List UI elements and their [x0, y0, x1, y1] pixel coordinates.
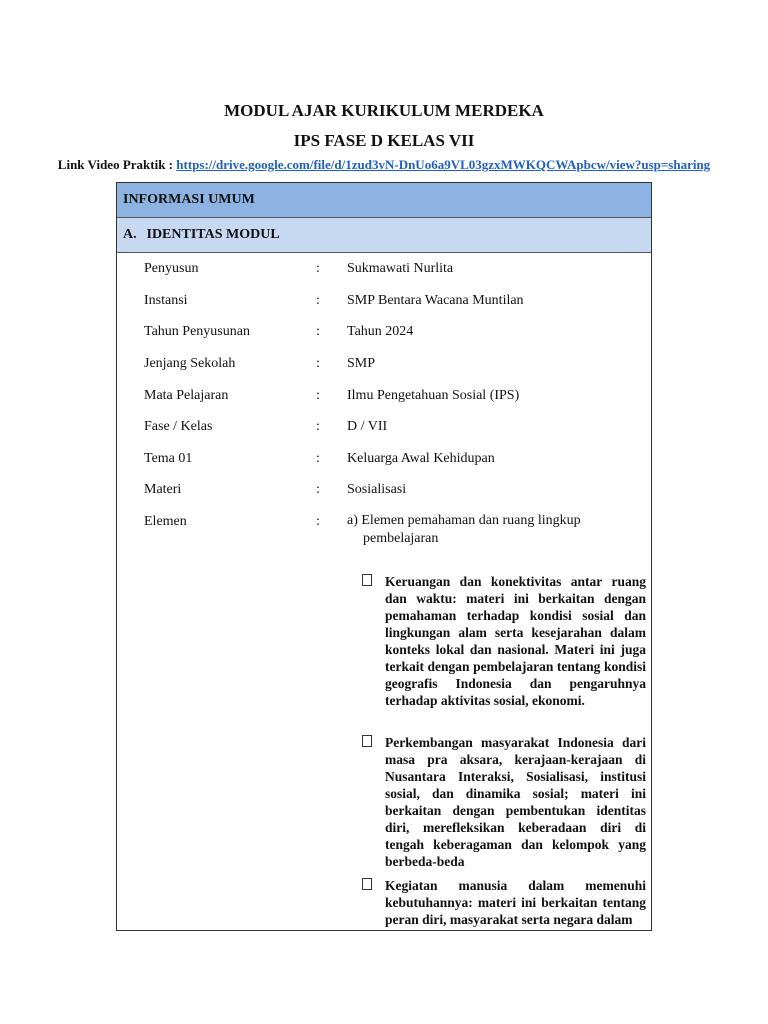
document-title: MODUL AJAR KURIKULUM MERDEKA — [224, 101, 544, 120]
bullet-text: Perkembangan masyarakat Indonesia dari masa pra aksara, kerajaan-kerajaan di Nusantara Interaksi, Sosialisasi, institusi sosial, dan dinamika sosial; materi ini berkaitan dengan pembentukan identitas diri, merefleksikan keberadaan diri di tengah keberagaman dan kelompok yang berbeda-beda — [385, 735, 646, 869]
row-value: Sukmawati Nurlita — [347, 261, 454, 276]
identity-row-penyusun — [117, 261, 651, 281]
row-label: Instansi — [144, 293, 188, 308]
row-colon: : — [316, 293, 320, 308]
section-heading: INFORMASI UMUM — [117, 183, 651, 218]
elemen-bullet — [362, 734, 646, 870]
row-value: D / VII — [347, 419, 388, 434]
row-label: Mata Pelajaran — [144, 388, 229, 403]
document-subtitle: IPS FASE D KELAS VII — [293, 131, 475, 150]
bullet-box-icon — [362, 735, 372, 747]
elemen-intro-line2: pembelajaran — [363, 531, 439, 546]
video-link-label: Link Video Praktik : — [57, 157, 174, 172]
row-colon: : — [316, 482, 320, 497]
bullet-box-icon — [362, 574, 372, 586]
row-label: Elemen — [144, 514, 187, 529]
row-label: Penyusun — [144, 261, 199, 276]
elemen-intro — [347, 512, 647, 548]
video-link[interactable]: https://drive.google.com/file/d/1zud3vN-DnUo6a9VL03gzxMWKQCWApbcw/view?usp=sharing — [176, 157, 711, 172]
row-colon: : — [316, 261, 320, 276]
subsection-number: A. — [123, 227, 137, 242]
row-label: Tema 01 — [144, 451, 193, 466]
row-value: Ilmu Pengetahuan Sosial (IPS) — [347, 388, 520, 403]
identity-row-fase — [117, 419, 651, 439]
bullet-box-icon — [362, 878, 372, 890]
row-value: SMP — [347, 356, 376, 371]
elemen-bullet — [362, 573, 646, 709]
identity-row-mapel — [117, 388, 651, 408]
row-colon: : — [316, 419, 320, 434]
subsection-heading — [117, 218, 651, 253]
bullet-text: Kegiatan manusia dalam memenuhi kebutuhannya: materi ini berkaitan tentang peran diri, masyarakat serta negara dalam — [385, 878, 646, 927]
row-value: Keluarga Awal Kehidupan — [347, 451, 495, 466]
row-value: SMP Bentara Wacana Muntilan — [347, 293, 524, 308]
row-label: Tahun Penyusunan — [144, 324, 250, 339]
elemen-intro-line1: a) Elemen pemahaman dan ruang lingkup — [347, 513, 581, 528]
identity-row-tema — [117, 451, 651, 471]
row-label: Fase / Kelas — [144, 419, 213, 434]
row-label: Materi — [144, 482, 182, 497]
row-label: Jenjang Sekolah — [144, 356, 236, 371]
module-info-table — [116, 182, 652, 931]
identity-row-tahun — [117, 324, 651, 344]
identity-row-jenjang — [117, 356, 651, 376]
row-colon: : — [316, 324, 320, 339]
row-colon: : — [316, 356, 320, 371]
subsection-title: IDENTITAS MODUL — [146, 227, 280, 242]
row-value: Sosialisasi — [347, 482, 407, 497]
bullet-text: Keruangan dan konektivitas antar ruang dan waktu: materi ini berkaitan dengan pemahaman terhadap kondisi sosial dan lingkungan alam serta kesejarahan dalam konteks lokal dan nasional. Materi ini juga terkait dengan pembelajaran tentang kondisi geografis Indonesia dan pengaruhnya terhadap aktivitas sosial, ekonomi. — [385, 574, 646, 708]
identity-row-materi — [117, 482, 651, 502]
row-colon: : — [316, 514, 320, 529]
row-colon: : — [316, 451, 320, 466]
elemen-bullet — [362, 877, 646, 928]
row-colon: : — [316, 388, 320, 403]
identity-row-instansi — [117, 293, 651, 313]
video-link-line — [0, 157, 768, 173]
row-value: Tahun 2024 — [347, 324, 414, 339]
